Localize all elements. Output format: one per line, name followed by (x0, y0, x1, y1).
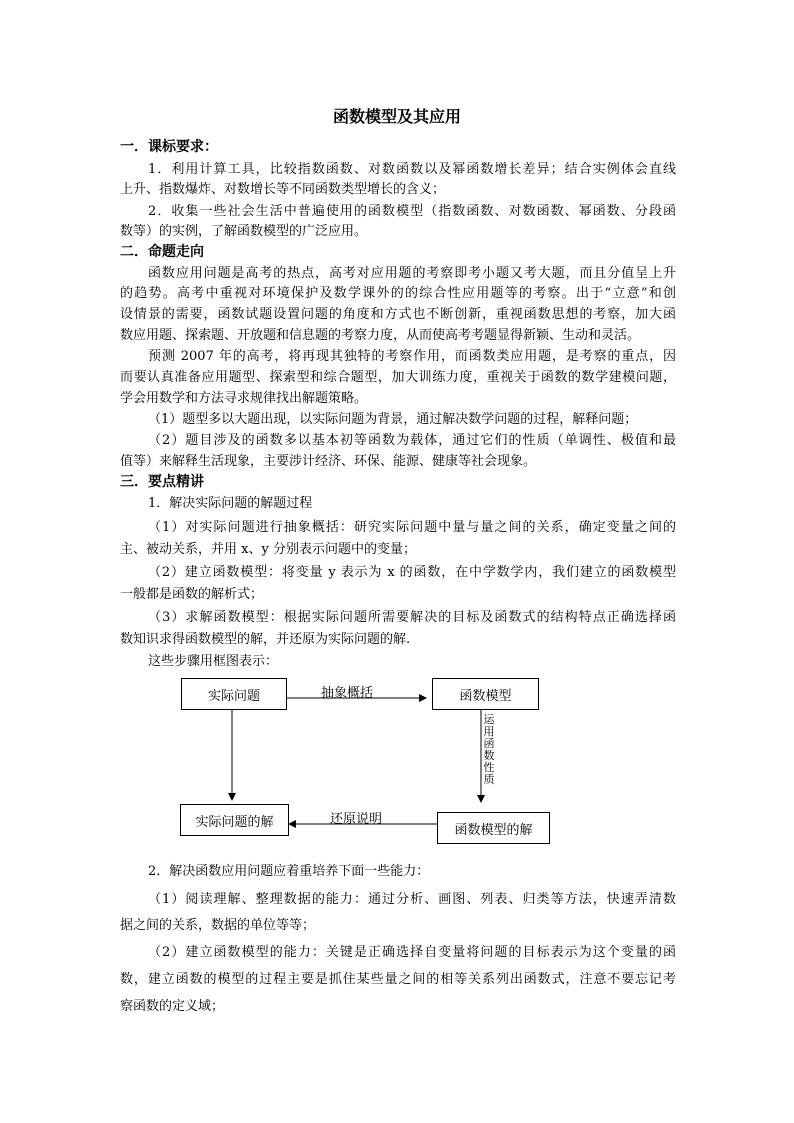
s2-p4-line1: （2）题目涉及的函数多以基本初等函数为载体，通过它们的性质（单调性、极值和最 (148, 433, 676, 448)
box-model-solution: 函数模型的解 (437, 812, 550, 844)
section-2-heading: 二．命题走向 (120, 244, 204, 260)
s1-p2-line1: 2．收集一些社会生活中普遍使用的函数模型（指数函数、对数函数、幂函数、分段函 (148, 204, 676, 219)
s2-p3: （1）题型多以大题出现，以实际问题为背景，通过解决数学问题的过程，解释问题； (148, 412, 638, 427)
label-abstract: 抽象概括 (321, 686, 374, 701)
s3-item2a-line1: （1）阅读理解、整理数据的能力：通过分析、画图、列表、归类等方法，快速弄清数 (148, 892, 676, 907)
label-apply-char: 函 (483, 737, 495, 750)
s3-item2b-line1: （2）建立函数模型的能力：关键是正确选择自变量将问题的目标表示为这个变量的函 (148, 945, 676, 960)
s2-p2-line3: 学会用数学和方法寻求规律找出解题策略。 (120, 391, 368, 406)
label-apply-char: 性 (483, 761, 495, 774)
s2-p1-line3: 设情景的需要，函数试题设置问题的角度和方式也不断创新，重视函数思想的考察，加大函 (120, 307, 676, 322)
s3-item2b-line3: 察函数的定义域； (120, 999, 225, 1014)
s3-item1: 1．解决实际问题的解题过程 (148, 496, 313, 511)
label-restore: 还原说明 (330, 812, 383, 827)
box-function-model: 函数模型 (432, 678, 539, 710)
box-actual-solution: 实际问题的解 (180, 804, 289, 836)
page-title: 函数模型及其应用 (332, 107, 461, 126)
s2-p1-line1: 函数应用问题是高考的热点，高考对应用题的考察即考小题又考大题，而且分值呈上升 (148, 266, 676, 281)
s2-p1-line4: 数应用题、探索题、开放题和信息题的考察力度，从而使高考考题显得新颖、生动和灵活。 (120, 328, 641, 343)
s3-item2b-line2: 数，建立函数的模型的过程主要是抓住某些量之间的相等关系列出函数式，注意不要忘记考 (120, 972, 676, 987)
label-apply-char: 运 (483, 713, 495, 726)
s2-p2-line1: 预测 2007 年的高考，将再现其独特的考察作用，而函数类应用题，是考察的重点，因 (148, 349, 676, 364)
s3-item1a-line1: （1）对实际问题进行抽象概括：研究实际问题中量与量之间的关系，确定变量之间的 (148, 520, 676, 535)
s3-item2: 2．解决函数应用问题应着重培养下面一些能力： (148, 864, 430, 879)
s2-p4-line2: 值等）来解释生活现象，主要涉计经济、环保、能源、健康等社会现象。 (120, 454, 537, 469)
label-apply-char: 质 (483, 773, 495, 786)
s1-p1-line2: 上升、指数爆炸、对数增长等不同函数类型增长的含义； (120, 182, 446, 197)
label-apply-char: 用 (483, 725, 495, 738)
s2-p2-line2: 而要认真准备应用题型、探索型和综合题型，加大训练力度，重视关于函数的数学建模问题， (120, 370, 676, 385)
label-apply (483, 714, 495, 786)
section-3-heading: 三．要点精讲 (120, 474, 204, 490)
s3-item1b-line1: （2）建立函数模型：将变量 y 表示为 x 的函数，在中学数学内，我们建立的函数模型 (148, 565, 676, 580)
s1-p2-line2: 数等）的实例，了解函数模型的广泛应用。 (120, 224, 368, 239)
s3-item2a-line2: 据之间的关系，数据的单位等等； (120, 918, 316, 933)
s2-p1-line2: 的趋势。高考中重视对环境保护及数学课外的的综合性应用题等的考察。出于“立意”和创 (120, 286, 676, 301)
s1-p1-line1: 1．利用计算工具，比较指数函数、对数函数以及幂函数增长差异；结合实例体会直线 (148, 162, 676, 177)
section-1-heading: 一．课标要求： (120, 139, 218, 155)
s3-item1d: 这些步骤用框图表示： (148, 654, 279, 669)
box-actual-problem: 实际问题 (181, 678, 287, 710)
label-apply-char: 数 (483, 749, 495, 762)
s3-item1b-line2: 一般都是函数的解析式； (120, 587, 264, 602)
s3-item1c-line2: 数知识求得函数模型的解，并还原为实际问题的解. (120, 632, 411, 647)
s3-item1c-line1: （3）求解函数模型：根据实际问题所需要解决的目标及函数式的结构特点正确选择函 (148, 610, 676, 625)
s3-item1a-line2: 主、被动关系，并用 x、y 分别表示问题中的变量； (120, 542, 416, 557)
